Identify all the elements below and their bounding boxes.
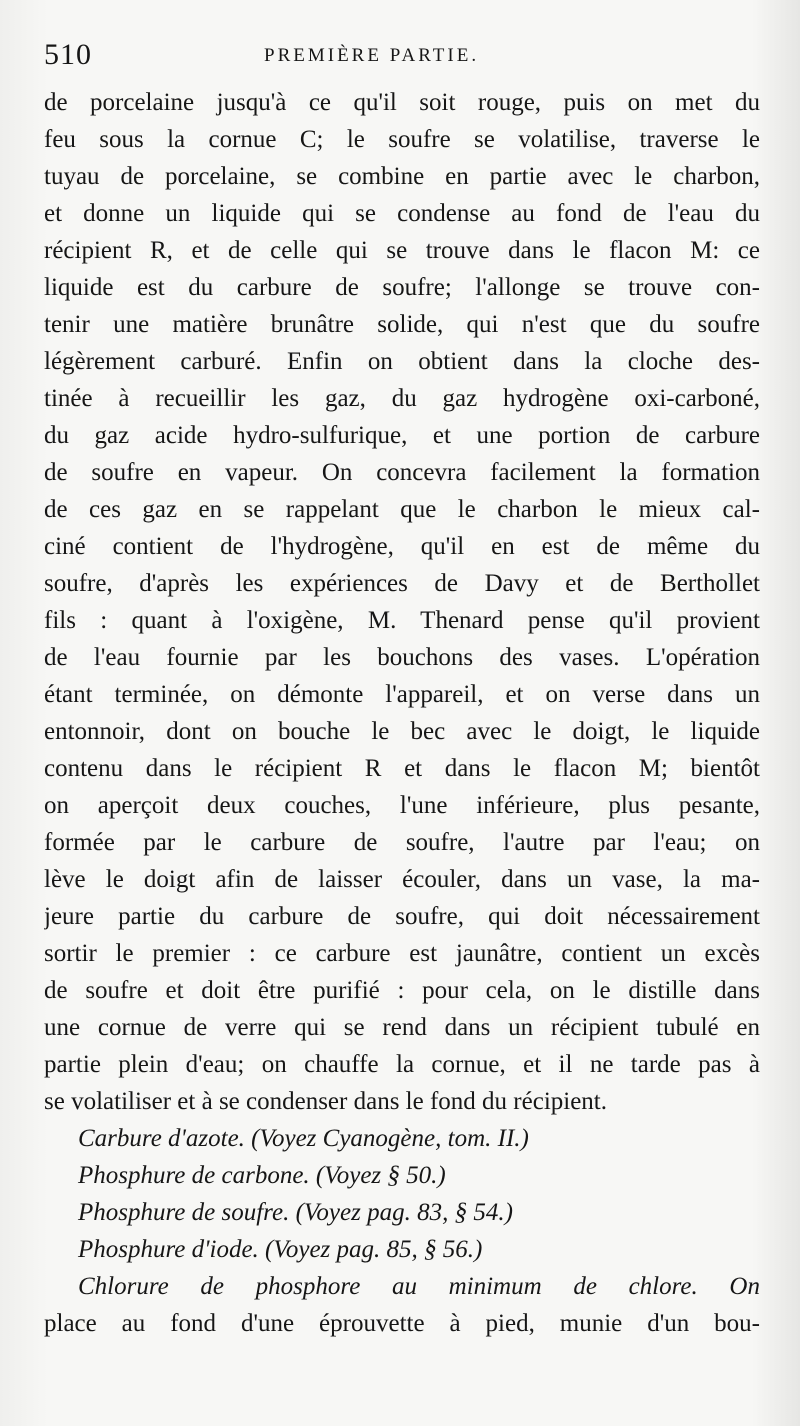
text-line: tenir une matière brunâtre solide, qui n'est que du soufre <box>44 311 760 338</box>
text-line: tinée à recueillir les gaz, du gaz hydrogène oxi-carboné, <box>44 385 760 412</box>
text-line: tuyau de porcelaine, se combine en partie avec le charbon, <box>44 163 760 190</box>
text-line: de soufre et doit être purifié : pour cela, on le distille dans <box>44 977 760 1004</box>
text-line: se volatiliser et à se condenser dans le fond du récipient. <box>44 1088 608 1115</box>
page-number: 510 <box>44 38 92 71</box>
text-line: on aperçoit deux couches, l'une inférieure, plus pesante, <box>44 792 760 819</box>
text-line: du gaz acide hydro-sulfurique, et une portion de carbure <box>44 422 760 449</box>
text-line: de l'eau fournie par les bouchons des vases. L'opération <box>44 644 760 671</box>
entry-carbure-azote: Carbure d'azote. (Voyez Cyanogène, tom. II.) <box>78 1125 529 1152</box>
text-line: contenu dans le récipient R et dans le flacon M; bientôt <box>44 755 760 782</box>
text-line: sortir le premier : ce carbure est jaunâtre, contient un excès <box>44 940 760 967</box>
text-line: soufre, d'après les expériences de Davy et de Berthollet <box>44 570 760 597</box>
text-line: jeure partie du carbure de soufre, qui doit nécessairement <box>44 903 760 930</box>
text-line: de soufre en vapeur. On concevra facilement la formation <box>44 459 760 486</box>
entry-chlorure-phosphore: Chlorure de phosphore au minimum de chlore. On <box>78 1273 760 1300</box>
body-text <box>44 84 760 1342</box>
text-line: formée par le carbure de soufre, l'autre par l'eau; on <box>44 829 760 856</box>
entry-phosphure-iode: Phosphure d'iode. (Voyez pag. 85, § 56.) <box>78 1236 483 1263</box>
text-line: récipient R, et de celle qui se trouve dans le flacon M: ce <box>44 237 760 264</box>
text-line: partie plein d'eau; on chauffe la cornue, et il ne tarde pas à <box>44 1051 760 1078</box>
page-header <box>44 38 764 78</box>
running-head: PREMIÈRE PARTIE. <box>264 45 480 66</box>
text-line: lève le doigt afin de laisser écouler, dans un vase, la ma- <box>44 866 760 893</box>
text-line: feu sous la cornue C; le soufre se volatilise, traverse le <box>44 126 760 153</box>
entry-phosphure-carbone: Phosphure de carbone. (Voyez § 50.) <box>78 1162 446 1189</box>
text-line: de porcelaine jusqu'à ce qu'il soit rouge, puis on met du <box>44 89 760 116</box>
text-line: place au fond d'une éprouvette à pied, munie d'un bou- <box>44 1310 760 1337</box>
text-line: étant terminée, on démonte l'appareil, et on verse dans un <box>44 681 760 708</box>
text-line: entonnoir, dont on bouche le bec avec le doigt, le liquide <box>44 718 760 745</box>
text-line: ciné contient de l'hydrogène, qu'il en est de même du <box>44 533 760 560</box>
entry-phosphure-soufre: Phosphure de soufre. (Voyez pag. 83, § 54.) <box>78 1199 513 1226</box>
text-line: et donne un liquide qui se condense au fond de l'eau du <box>44 200 760 227</box>
text-line: légèrement carburé. Enfin on obtient dans la cloche des- <box>44 348 760 375</box>
text-line: de ces gaz en se rappelant que le charbon le mieux cal- <box>44 496 760 523</box>
text-line: fils : quant à l'oxigène, M. Thenard pense qu'il provient <box>44 607 760 634</box>
text-line: liquide est du carbure de soufre; l'allonge se trouve con- <box>44 274 760 301</box>
text-line: une cornue de verre qui se rend dans un récipient tubulé en <box>44 1014 760 1041</box>
